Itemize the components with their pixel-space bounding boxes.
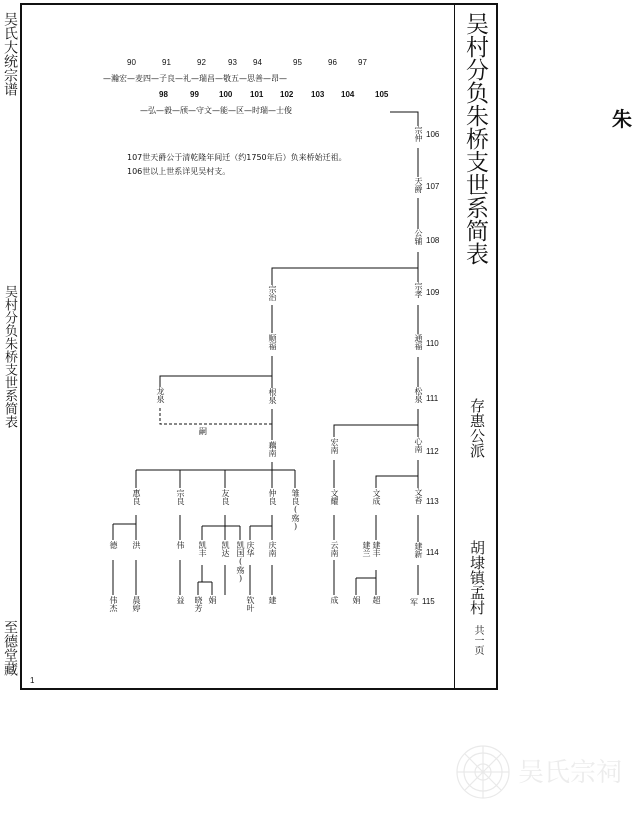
gen-num: 104 bbox=[341, 90, 355, 99]
person-name: 凯国(殇) bbox=[236, 541, 245, 583]
branch-name: 存惠公派 bbox=[468, 398, 486, 458]
gen-num: 93 bbox=[228, 58, 237, 67]
gen-num: 114 bbox=[426, 548, 439, 557]
person-name: 钦叶 bbox=[246, 596, 255, 612]
person-name: 晨婷 bbox=[132, 596, 141, 612]
person-name: 宗良 bbox=[176, 489, 185, 505]
person-name: 宗治 bbox=[268, 285, 277, 301]
person-name: 天爵 bbox=[414, 177, 423, 193]
person-name: 超 bbox=[372, 596, 381, 604]
person-name: 雏良(殇) bbox=[291, 489, 300, 531]
gen-num: 94 bbox=[253, 58, 262, 67]
person-name: 龙泉 bbox=[156, 387, 165, 403]
page-number: 1 bbox=[30, 676, 35, 685]
person-name: 庆华 bbox=[246, 541, 255, 557]
person-name: 文成 bbox=[372, 489, 381, 505]
svg-text:吴氏宗祠: 吴氏宗祠 bbox=[518, 758, 623, 788]
person-name: 建兰 bbox=[362, 541, 371, 557]
gen-num: 109 bbox=[426, 288, 440, 297]
note-line: 106世以上世系详见吴村支。 bbox=[127, 167, 231, 176]
gen-num: 91 bbox=[162, 58, 171, 67]
gen-num: 111 bbox=[426, 394, 439, 403]
person-name: 宗孝 bbox=[414, 282, 423, 298]
gen-num: 105 bbox=[375, 90, 389, 99]
location-label: 胡埭镇孟村 bbox=[468, 540, 486, 615]
person-name: 益 bbox=[176, 596, 185, 604]
gen-num: 95 bbox=[293, 58, 302, 67]
margin-title-top: 吴氏大统宗谱 bbox=[2, 12, 18, 96]
person-name: 友良 bbox=[221, 489, 230, 505]
gen-num: 110 bbox=[426, 339, 439, 348]
gen-num: 90 bbox=[127, 58, 136, 67]
person-name: 建丰 bbox=[372, 541, 381, 557]
person-name: 仲良 bbox=[268, 489, 277, 505]
person-name: 心南 bbox=[414, 437, 423, 453]
person-name: 文苔 bbox=[414, 488, 423, 504]
person-name: 庆南 bbox=[268, 541, 277, 557]
gen-num: 101 bbox=[250, 90, 264, 99]
gen-num: 106 bbox=[426, 130, 440, 139]
gen-num: 112 bbox=[426, 447, 439, 456]
person-name: 凯达 bbox=[221, 541, 230, 557]
page-count: 共一页 bbox=[472, 625, 483, 655]
gen-num: 98 bbox=[159, 90, 168, 99]
gen-num: 108 bbox=[426, 236, 440, 245]
gen-num: 115 bbox=[422, 597, 435, 606]
person-name: 通福 bbox=[414, 334, 423, 350]
person-name: 藕南 bbox=[268, 441, 277, 457]
gen-num: 113 bbox=[426, 497, 439, 506]
gen-num: 99 bbox=[190, 90, 199, 99]
gen-num: 97 bbox=[358, 58, 367, 67]
person-name: 凯丰 bbox=[198, 541, 207, 557]
margin-title-bottom: 至德堂藏 bbox=[2, 620, 18, 676]
table-title: 吴村分负朱桥支世系简表 bbox=[462, 12, 488, 265]
lineage-row-2: —弘—毅—颀—守文—能—区—时瑞—士俊 bbox=[140, 106, 292, 115]
gen-num: 102 bbox=[280, 90, 294, 99]
gen-num: 103 bbox=[311, 90, 325, 99]
person-name: 军 bbox=[410, 598, 418, 607]
person-name: 娟 bbox=[208, 596, 217, 604]
far-right-character: 朱 bbox=[612, 107, 632, 131]
adoption-mark: 嗣 bbox=[199, 427, 207, 436]
gen-num: 96 bbox=[328, 58, 337, 67]
person-name: 建 bbox=[268, 596, 277, 604]
person-name: 洪 bbox=[132, 541, 141, 549]
person-name: 伟 bbox=[176, 541, 185, 549]
gen-num: 107 bbox=[426, 182, 440, 191]
note-line: 107世天爵公于清乾隆年间迁（约1750年后）负来桥始迁祖。 bbox=[127, 153, 347, 162]
person-name: 伟杰 bbox=[109, 596, 118, 612]
person-name: 娟 bbox=[352, 596, 361, 604]
person-name: 文耀 bbox=[330, 489, 339, 505]
person-name: 德 bbox=[109, 541, 118, 549]
person-name: 成 bbox=[330, 596, 339, 604]
person-name: 晓芳 bbox=[194, 596, 203, 612]
margin-title-mid: 吴村分负朱桥支世系简表 bbox=[2, 285, 17, 428]
person-name: 根泉 bbox=[268, 388, 277, 404]
gen-num: 92 bbox=[197, 58, 206, 67]
lineage-row-1: —瀚宏—麦四—子良—礼—瑞昌—敬五—思善—昂— bbox=[103, 74, 287, 83]
person-name: 顺福 bbox=[268, 334, 277, 350]
person-name: 宗仲 bbox=[414, 126, 423, 142]
person-name: 宏南 bbox=[330, 438, 339, 454]
person-name: 云南 bbox=[330, 541, 339, 557]
gen-num: 100 bbox=[219, 90, 233, 99]
person-name: 松泉 bbox=[414, 387, 423, 403]
person-name: 惠良 bbox=[132, 489, 141, 505]
person-name: 建新 bbox=[414, 542, 423, 558]
person-name: 公辅 bbox=[414, 229, 423, 245]
